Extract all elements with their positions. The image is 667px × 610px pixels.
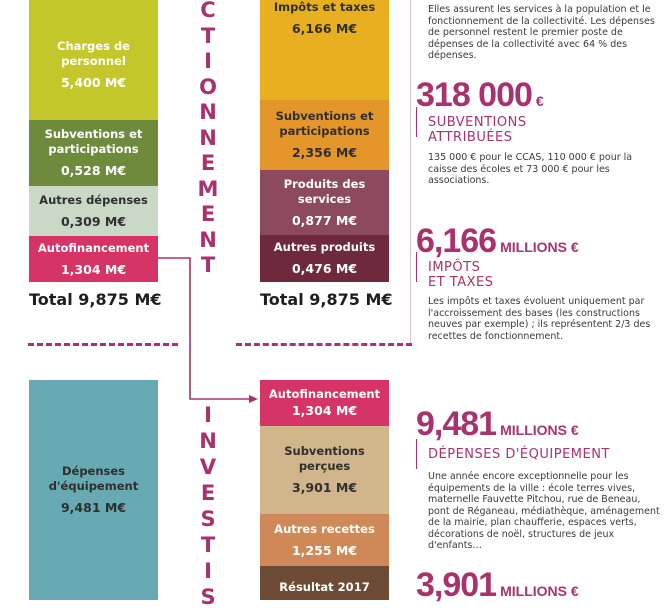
block-label: Dépenses d'équipement xyxy=(48,464,139,493)
vertical-letter: S xyxy=(200,585,216,609)
vertical-letter: N xyxy=(199,125,217,150)
block-label: Résultat 2017 xyxy=(279,580,370,594)
block-label: Produits des services xyxy=(283,176,366,206)
block-depenses-equipement xyxy=(29,380,158,600)
highlight-title-line: DÉPENSES D'ÉQUIPEMENT xyxy=(428,447,610,462)
block-label: Subventions perçues xyxy=(284,444,365,473)
vertical-letter: T xyxy=(200,253,216,277)
highlight-unit: MILLIONS € xyxy=(500,583,579,599)
highlight-number-impots xyxy=(416,222,579,261)
investissement-vertical-label xyxy=(196,402,220,610)
vertical-letter: N xyxy=(199,429,217,453)
block-value: 0,528 M€ xyxy=(60,163,127,178)
block-resultat-2017 xyxy=(260,566,389,600)
block-value: 3,901 M€ xyxy=(291,480,358,495)
vertical-letter: M xyxy=(197,176,219,201)
highlight-text-depenses-fonctionnement: Elles assurent les services à la population et le fonctionnement de la collectivité. Les dépenses de personnel restent le premier poste de dépenses de la collectivité avec 64 % des dépenses. xyxy=(428,4,655,61)
highlight-number: 3,901 xyxy=(416,566,497,604)
vertical-letter: N xyxy=(199,227,217,252)
highlight-number: 9,481 xyxy=(416,405,497,443)
highlight-title-equipement xyxy=(416,447,610,462)
block-value: 1,255 M€ xyxy=(291,542,358,558)
vertical-letter: V xyxy=(199,455,217,479)
block-value: 0,877 M€ xyxy=(291,212,358,228)
highlight-number: 318 000 xyxy=(416,76,532,114)
highlight-title-line: SUBVENTIONS xyxy=(428,115,527,130)
highlight-title-line: ET TAXES xyxy=(428,275,494,290)
block-label: Autres dépenses xyxy=(39,192,148,207)
block-value: 0,476 M€ xyxy=(291,261,358,276)
vertical-letter: S xyxy=(200,507,216,531)
highlight-text-impots: Les impôts et taxes évoluent uniquement par l'accroissement des bases (les constructions neuves par exemple) ; ils représentent 2/3 des recettes de fonctionnement. xyxy=(428,296,651,342)
vertical-letter: T xyxy=(200,23,216,48)
highlight-number-equipement xyxy=(416,405,579,444)
block-autofinancement-recettes xyxy=(260,380,389,426)
block-subventions-percues xyxy=(260,426,389,514)
block-label: Subventions et participations xyxy=(275,109,374,138)
block-value: 2,356 M€ xyxy=(291,145,358,160)
block-value: 1,304 M€ xyxy=(291,403,358,418)
block-autres-recettes xyxy=(260,514,389,566)
highlight-text-equipement: Une année encore exceptionnelle pour les équipements de la ville : école terres vives, maternelle Fauvette Pitchou, rue de Beneau, pont de Réganeau, médiathèque, aménagement de la mairie, plan chaufferie, espaces verts, décorations de noël, structures de jeux d'enfants… xyxy=(428,471,660,551)
block-label: Subventions et participations xyxy=(44,127,143,156)
vertical-letter: I xyxy=(204,559,212,583)
block-value: 5,400 M€ xyxy=(60,75,127,90)
highlight-number: 6,166 xyxy=(416,222,497,260)
vertical-letter: I xyxy=(204,49,212,73)
block-label: Autres produits xyxy=(273,240,376,254)
block-label: Autofinancement xyxy=(268,387,381,401)
block-label: Charges de personnel xyxy=(57,39,130,68)
vertical-letter: E xyxy=(200,481,216,505)
vertical-letter: T xyxy=(200,533,216,557)
vertical-letter: N xyxy=(199,100,217,124)
highlight-unit: MILLIONS € xyxy=(500,422,579,438)
vertical-letter: E xyxy=(200,151,216,175)
highlight-text-subventions: 135 000 € pour le CCAS, 110 000 € pour la caisse des écoles et 73 000 € pour les associations. xyxy=(428,152,633,186)
total-recettes-fonctionnement: Total 9,875 M€ xyxy=(260,290,393,309)
highlight-title-line: ATTRIBUÉES xyxy=(428,130,513,145)
highlight-title-line: IMPÔTS xyxy=(428,260,481,275)
vertical-letter: O xyxy=(199,74,217,99)
block-value: 0,309 M€ xyxy=(60,213,127,229)
highlight-title-impots xyxy=(416,260,493,290)
highlight-unit: MILLIONS € xyxy=(500,239,579,255)
vertical-letter: I xyxy=(204,403,212,427)
block-value: 1,304 M€ xyxy=(60,261,127,277)
block-value: 9,481 M€ xyxy=(60,500,127,515)
block-label: Impôts et taxes xyxy=(273,0,376,14)
vertical-letter: E xyxy=(200,202,216,226)
highlight-title-subventions xyxy=(416,115,527,145)
block-label: Autofinancement xyxy=(37,240,150,255)
total-depenses-fonctionnement: Total 9,875 M€ xyxy=(29,290,162,309)
highlight-unit: € xyxy=(535,93,544,109)
block-label: Autres recettes xyxy=(274,521,375,536)
block-value: 6,166 M€ xyxy=(291,21,358,36)
vertical-letter: C xyxy=(200,0,216,22)
highlight-number-subventions-percues xyxy=(416,566,579,605)
highlight-number-subventions xyxy=(416,76,544,115)
